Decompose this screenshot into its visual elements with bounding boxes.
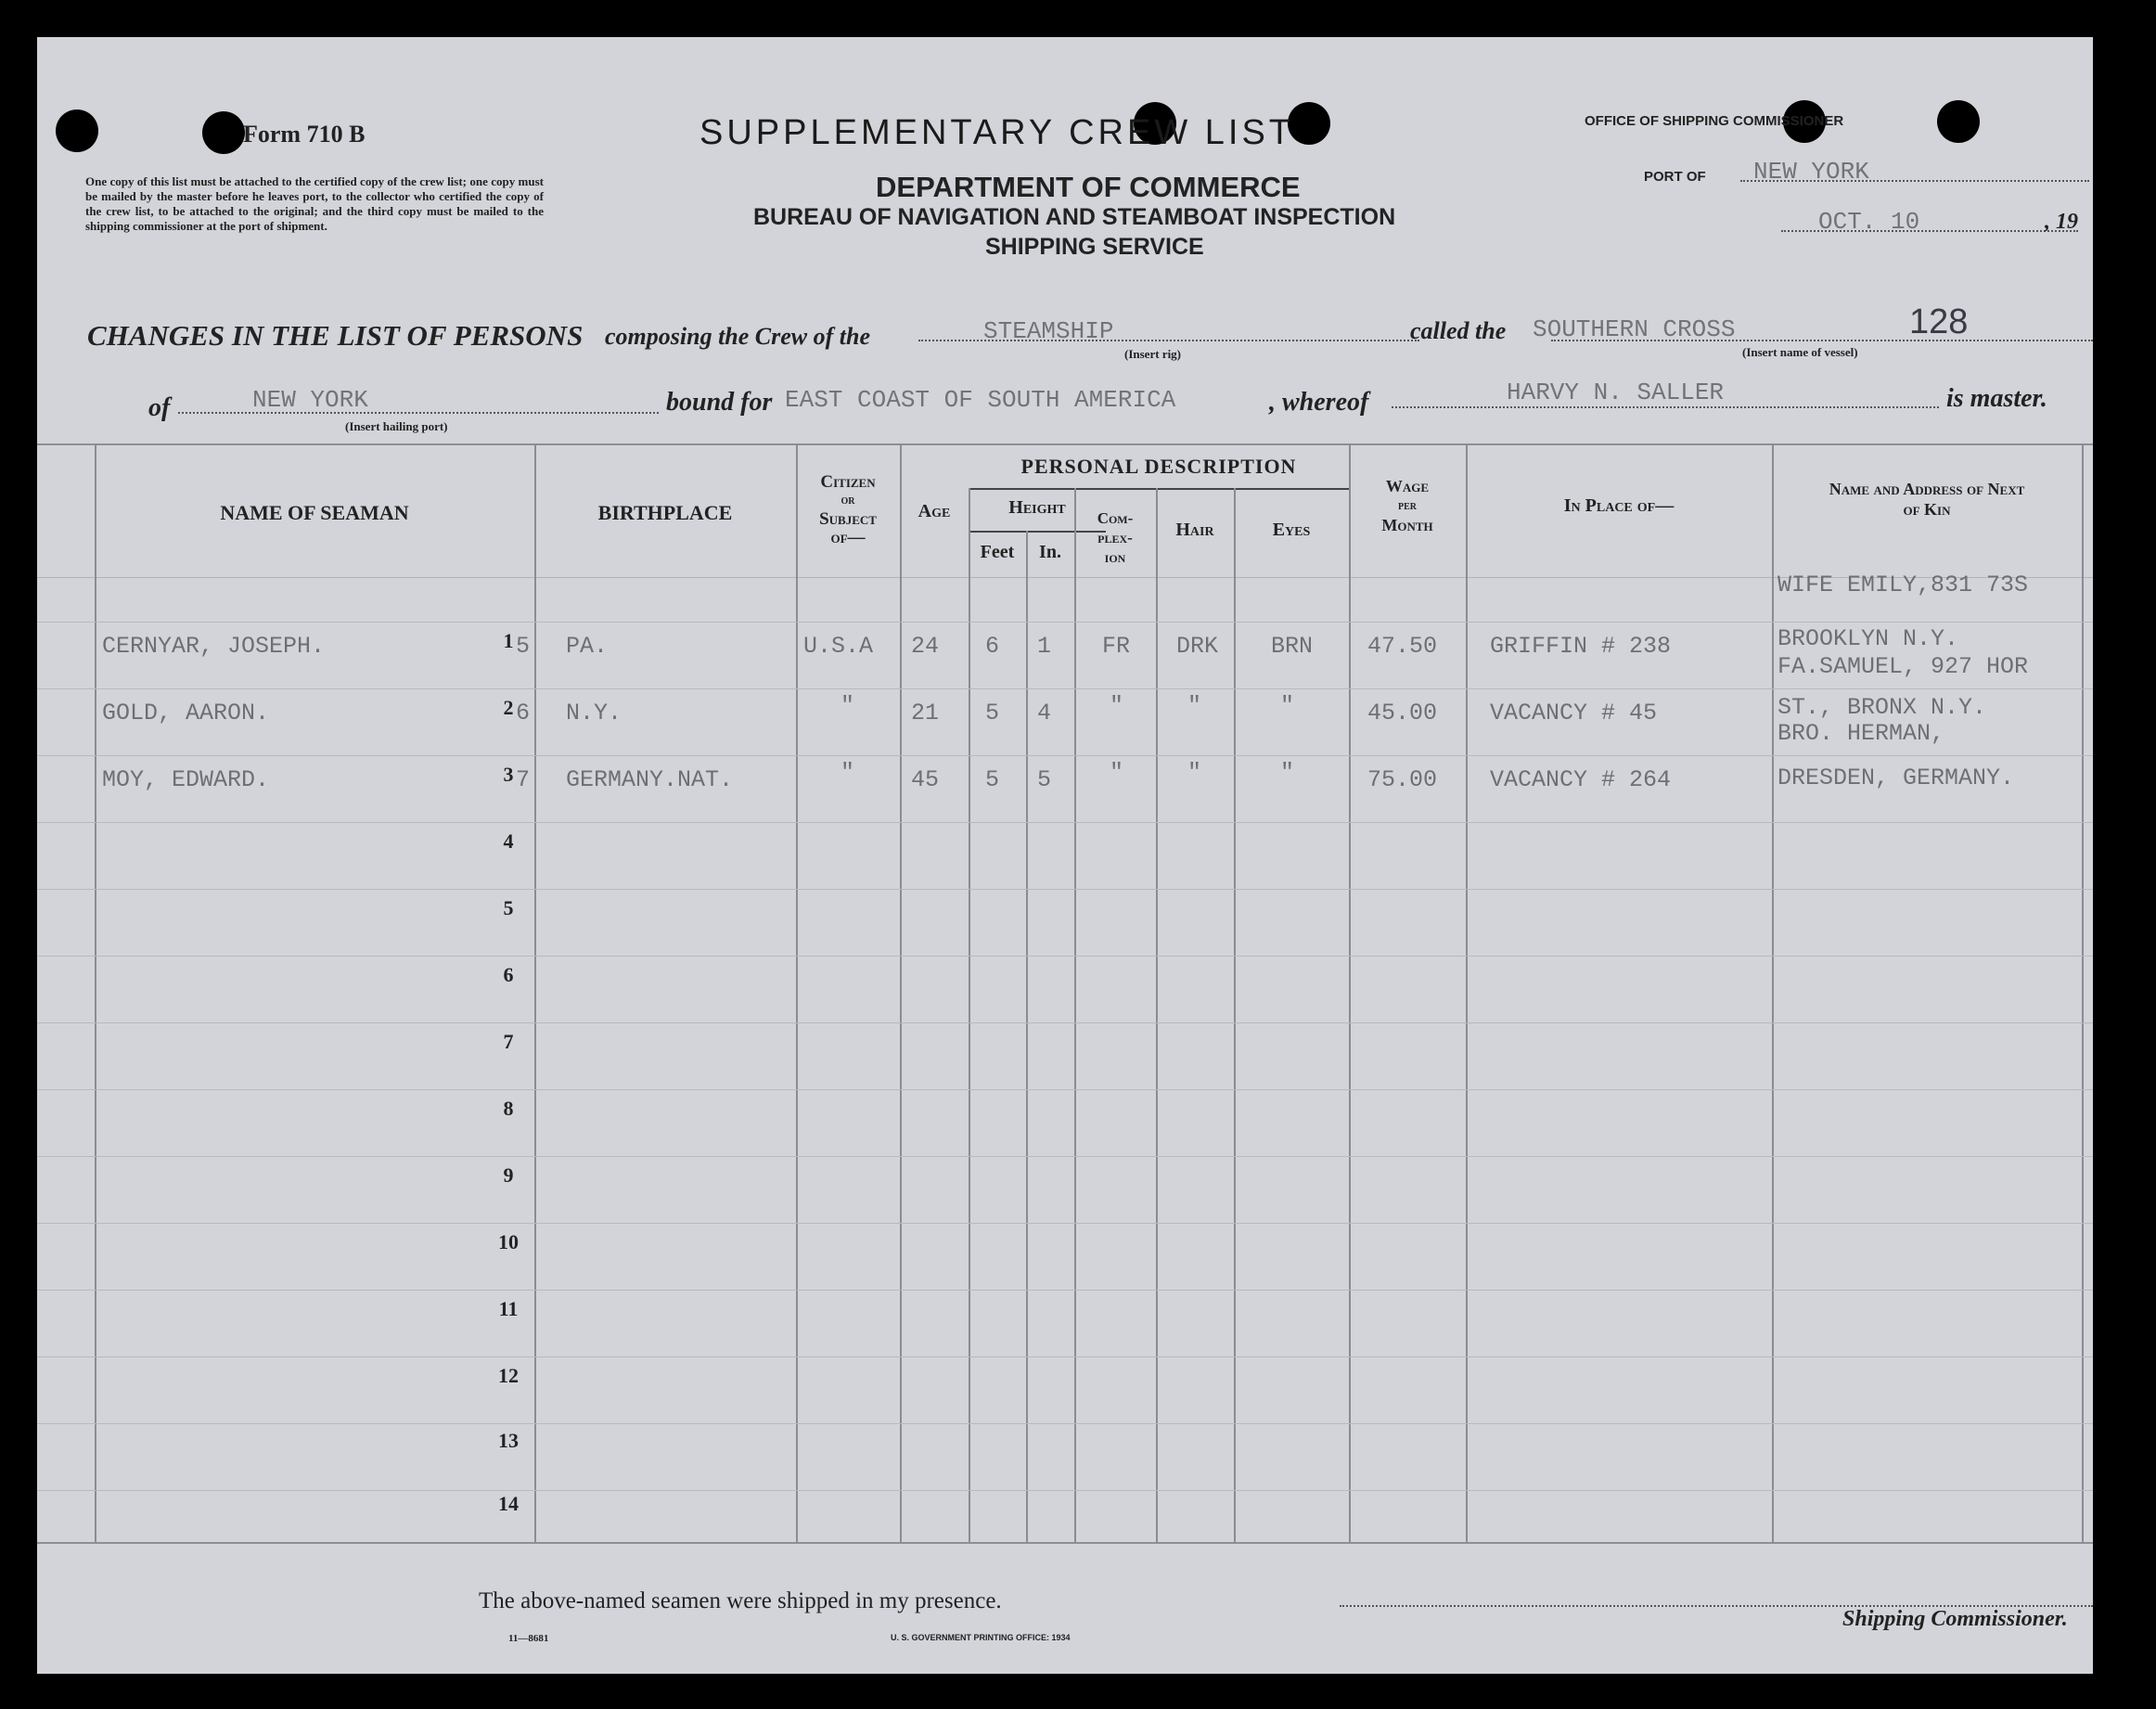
header-eyes: Eyes bbox=[1272, 520, 1311, 540]
header-in-place-of: In Place of— bbox=[1563, 495, 1675, 516]
row-number: 6 bbox=[503, 963, 514, 986]
header-hair: Hair bbox=[1175, 520, 1214, 540]
vessel-value: SOUTHERN CROSS bbox=[1533, 315, 1736, 343]
is-master-text: is master. bbox=[1946, 384, 2047, 413]
row-number: 14 bbox=[498, 1492, 519, 1515]
shipped-statement: The above-named seamen were shipped in my presence. bbox=[479, 1588, 1002, 1613]
complexion: FR bbox=[1102, 633, 1131, 660]
header-citizen: Citizen or Subject of— bbox=[819, 472, 877, 547]
rig-hint: (Insert rig) bbox=[1124, 347, 1182, 361]
port-value: NEW YORK bbox=[1753, 158, 1869, 186]
kin-line: DRESDEN, GERMANY. bbox=[1777, 765, 2015, 791]
seaman-name: GOLD, AARON. bbox=[102, 700, 270, 726]
header-age: Age bbox=[918, 501, 951, 521]
kin-line: BROOKLYN N.Y. bbox=[1777, 625, 1959, 652]
composing-text: composing the Crew of the bbox=[605, 323, 871, 350]
reference-number: 5 bbox=[516, 633, 531, 660]
row-number: 4 bbox=[503, 829, 514, 853]
hair: " bbox=[1187, 759, 1202, 786]
row-number: 2 bbox=[503, 696, 514, 719]
signature-label: Shipping Commissioner. bbox=[1842, 1607, 2068, 1631]
bureau-name: BUREAU OF NAVIGATION AND STEAMBOAT INSPECTION bbox=[753, 204, 1396, 230]
age: 45 bbox=[911, 766, 940, 793]
row-number: 12 bbox=[498, 1364, 519, 1387]
instructions-text: One copy of this list must be attached to the certified copy of the crew list; one copy must be mailed by the master before he leaves port, to the collector who certified the copy of the crew list, to be attached to the original; and the third copy must be mailed to the shipping commissioner at the port of shipment. bbox=[85, 174, 544, 233]
in-place-of: VACANCY # 45 bbox=[1490, 700, 1658, 726]
row-number: 9 bbox=[503, 1163, 514, 1187]
of-text: of bbox=[148, 393, 171, 422]
punch-hole bbox=[1937, 100, 1980, 143]
birthplace: GERMANY.NAT. bbox=[566, 766, 734, 793]
vessel-hint: (Insert name of vessel) bbox=[1742, 345, 1858, 359]
header-feet: Feet bbox=[980, 542, 1015, 562]
header-wage: Wage per Month bbox=[1381, 477, 1433, 534]
in-place-of: GRIFFIN # 238 bbox=[1490, 633, 1672, 660]
year-prefix: , 19 bbox=[2045, 210, 2078, 234]
height-inches: 1 bbox=[1037, 633, 1052, 660]
eyes: BRN bbox=[1271, 633, 1314, 660]
wage: 75.00 bbox=[1367, 766, 1438, 793]
date-value: OCT. 10 bbox=[1818, 208, 1920, 236]
header-height: Height bbox=[1008, 497, 1066, 518]
row-number: 1 bbox=[503, 629, 514, 652]
height-inches: 4 bbox=[1037, 700, 1052, 726]
wage: 45.00 bbox=[1367, 700, 1438, 726]
header-birthplace: BIRTHPLACE bbox=[597, 501, 733, 524]
citizen: U.S.A bbox=[803, 633, 874, 660]
master-value: HARVY N. SALLER bbox=[1507, 379, 1725, 406]
complexion: " bbox=[1110, 692, 1124, 719]
eyes: " bbox=[1280, 759, 1295, 786]
in-place-of: VACANCY # 264 bbox=[1490, 766, 1672, 793]
changes-heading: CHANGES IN THE LIST OF PERSONS bbox=[87, 319, 584, 352]
form-number: Form 710 B bbox=[243, 121, 366, 148]
kin-line: WIFE EMILY,831 73S bbox=[1777, 572, 2029, 598]
citizen: " bbox=[841, 692, 855, 719]
complexion: " bbox=[1110, 759, 1124, 786]
kin-line: BRO. HERMAN, bbox=[1777, 720, 1945, 747]
service-name: SHIPPING SERVICE bbox=[985, 234, 1204, 260]
height-feet: 5 bbox=[985, 766, 1000, 793]
reference-number: 6 bbox=[516, 700, 531, 726]
row-number: 11 bbox=[498, 1297, 519, 1320]
height-feet: 6 bbox=[985, 633, 1000, 660]
hailing-port-value: NEW YORK bbox=[252, 386, 368, 414]
hailing-port-hint: (Insert hailing port) bbox=[345, 419, 448, 433]
crew-list-document bbox=[37, 37, 2093, 1674]
wage: 47.50 bbox=[1367, 633, 1438, 660]
rig-value: STEAMSHIP bbox=[983, 317, 1114, 345]
birthplace: PA. bbox=[566, 633, 609, 660]
header-complexion: Com- plex- ion bbox=[1097, 509, 1134, 566]
eyes: " bbox=[1280, 692, 1295, 719]
header-name-of-seaman: NAME OF SEAMAN bbox=[220, 501, 409, 524]
page-title: SUPPLEMENTARY CREW LIST bbox=[699, 113, 1295, 152]
age: 24 bbox=[911, 633, 940, 660]
age: 21 bbox=[911, 700, 940, 726]
birthplace: N.Y. bbox=[566, 700, 622, 726]
handwritten-number: 128 bbox=[1909, 302, 1969, 341]
whereof-text: , whereof bbox=[1269, 388, 1369, 417]
printer-line: U. S. GOVERNMENT PRINTING OFFICE: 1934 bbox=[891, 1633, 1071, 1642]
reference-number: 7 bbox=[516, 766, 531, 793]
row-number: 7 bbox=[503, 1030, 514, 1053]
destination-value: EAST COAST OF SOUTH AMERICA bbox=[785, 386, 1176, 414]
department-name: DEPARTMENT OF COMMERCE bbox=[876, 171, 1301, 203]
header-next-of-kin: Name and Address of Next of Kin bbox=[1829, 480, 2025, 519]
height-feet: 5 bbox=[985, 700, 1000, 726]
seaman-name: MOY, EDWARD. bbox=[102, 766, 270, 793]
kin-line: ST., BRONX N.Y. bbox=[1777, 694, 1987, 721]
punch-hole bbox=[202, 111, 245, 154]
row-number: 3 bbox=[503, 763, 514, 786]
bound-for-text: bound for bbox=[666, 388, 773, 417]
port-label: PORT OF bbox=[1644, 169, 1706, 185]
row-number: 5 bbox=[503, 896, 514, 919]
kin-line: FA.SAMUEL, 927 HOR bbox=[1777, 653, 2029, 680]
header-personal-description: PERSONAL DESCRIPTION bbox=[1020, 455, 1297, 478]
row-number: 10 bbox=[498, 1230, 519, 1253]
header-inches: In. bbox=[1039, 542, 1061, 562]
punch-hole bbox=[56, 109, 98, 152]
hair: DRK bbox=[1176, 633, 1219, 660]
row-number: 8 bbox=[503, 1097, 514, 1120]
hair: " bbox=[1187, 692, 1202, 719]
print-code: 11—8681 bbox=[508, 1633, 549, 1644]
height-inches: 5 bbox=[1037, 766, 1052, 793]
called-text: called the bbox=[1410, 317, 1507, 344]
row-number: 13 bbox=[498, 1429, 519, 1452]
citizen: " bbox=[841, 759, 855, 786]
office-label: OFFICE OF SHIPPING COMMISSIONER bbox=[1585, 113, 1844, 129]
seaman-name: CERNYAR, JOSEPH. bbox=[102, 633, 326, 660]
